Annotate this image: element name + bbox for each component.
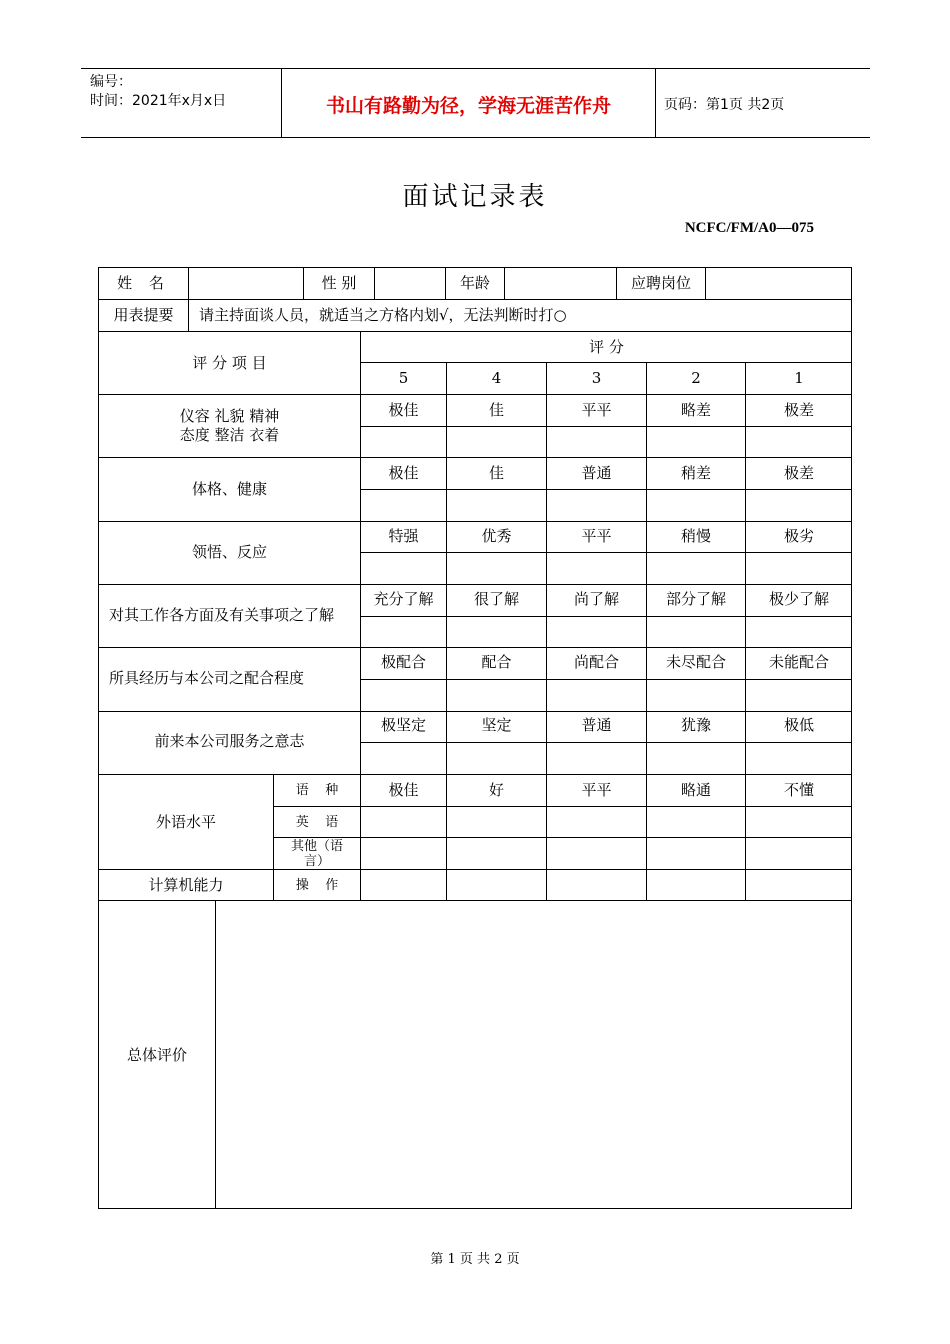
criterion-check-box[interactable] xyxy=(361,616,446,646)
criterion-check-box[interactable] xyxy=(547,490,646,520)
language-option: 不懂 xyxy=(783,781,814,799)
grid-line xyxy=(361,552,852,553)
criterion-option: 坚定 xyxy=(481,716,512,734)
name-field[interactable] xyxy=(189,268,303,299)
criterion-check-box[interactable] xyxy=(746,616,852,646)
page-footer: 第 1 页 共 2 页 xyxy=(430,1252,520,1267)
criterion-option: 极差 xyxy=(783,464,814,482)
position-label: 应聘岗位 xyxy=(630,274,691,292)
overall-label: 总体评价 xyxy=(126,1045,187,1064)
criterion-check-box[interactable] xyxy=(447,490,546,520)
form-code: NCFC/FM/A0—075 xyxy=(684,220,814,236)
criterion-check-box[interactable] xyxy=(746,679,852,709)
computer-operation-label: 操 作 xyxy=(295,877,339,893)
criterion-check-box[interactable] xyxy=(447,616,546,646)
grid-line xyxy=(705,268,706,299)
criterion-check-box[interactable] xyxy=(746,427,852,457)
criterion-label: 体格、健康 xyxy=(191,479,267,498)
name-label: 姓 名 xyxy=(117,274,170,292)
grid-line xyxy=(99,457,852,458)
score-3: 3 xyxy=(591,369,602,387)
criterion-check-box[interactable] xyxy=(647,553,745,583)
grid-line xyxy=(745,362,746,900)
criterion-check-box[interactable] xyxy=(361,742,446,772)
criterion-check-box[interactable] xyxy=(746,742,852,772)
gender-field[interactable] xyxy=(375,268,445,299)
instruction-label: 用表提要 xyxy=(113,306,174,324)
criterion-option: 充分了解 xyxy=(373,590,434,608)
criterion-check-box[interactable] xyxy=(547,742,646,772)
criterion-check-box[interactable] xyxy=(547,616,646,646)
header-meta xyxy=(90,73,226,111)
grid-line xyxy=(303,268,304,299)
criterion-option: 平平 xyxy=(581,527,612,545)
page-title: 面试记录表 xyxy=(402,182,548,212)
language-option: 略通 xyxy=(680,781,711,799)
grid-line xyxy=(546,362,547,900)
header-motto: 书山有路勤为径，学海无涯苦作舟 xyxy=(325,95,611,117)
grid-line xyxy=(361,742,852,743)
grid-line xyxy=(99,647,852,648)
grid-line xyxy=(504,268,505,299)
criterion-option: 部分了解 xyxy=(665,590,726,608)
criterion-option: 极低 xyxy=(783,716,814,734)
grid-line xyxy=(273,774,274,900)
criterion-check-box[interactable] xyxy=(361,679,446,709)
criterion-check-box[interactable] xyxy=(647,679,745,709)
doc-number: 编号： xyxy=(90,74,132,90)
header-divider xyxy=(655,69,656,137)
grid-line xyxy=(99,331,852,332)
criterion-check-box[interactable] xyxy=(447,553,546,583)
criterion-check-box[interactable] xyxy=(547,553,646,583)
language-english-label: 英 语 xyxy=(295,814,339,830)
grid-line xyxy=(374,268,375,299)
computer-label: 计算机能力 xyxy=(148,875,224,894)
criterion-check-box[interactable] xyxy=(547,679,646,709)
criterion-option: 尚了解 xyxy=(573,590,619,608)
grid-line xyxy=(99,711,852,712)
grid-line xyxy=(361,362,852,363)
scoring-item-header: 评 分 项 目 xyxy=(192,353,267,372)
scoring-score-header: 评 分 xyxy=(589,337,624,356)
grid-line xyxy=(99,869,852,870)
grid-line xyxy=(361,616,852,617)
score-4: 4 xyxy=(491,369,502,387)
criterion-check-box[interactable] xyxy=(647,490,745,520)
grid-line xyxy=(99,900,852,901)
criterion-option: 极配合 xyxy=(380,653,426,671)
criterion-option: 极少了解 xyxy=(768,590,829,608)
criterion-label: 仪容 礼貌 精神 态度 整洁 衣着 xyxy=(179,407,280,444)
criterion-option: 略差 xyxy=(680,401,711,419)
grid-line xyxy=(361,679,852,680)
grid-line xyxy=(215,900,216,1209)
criterion-option: 普通 xyxy=(581,464,612,482)
criterion-option: 极坚定 xyxy=(380,716,426,734)
page-header xyxy=(81,68,870,138)
grid-line xyxy=(360,331,361,900)
criterion-check-box[interactable] xyxy=(361,490,446,520)
criterion-option: 佳 xyxy=(488,401,504,419)
criterion-option: 极佳 xyxy=(388,464,419,482)
doc-date: 时间：2021年x月x日 xyxy=(90,93,227,109)
criterion-option: 平平 xyxy=(581,401,612,419)
criterion-option: 未能配合 xyxy=(768,653,829,671)
criterion-option: 佳 xyxy=(488,464,504,482)
score-2: 2 xyxy=(691,369,701,387)
criterion-label: 所具经历与本公司之配合程度 xyxy=(109,668,305,687)
criterion-check-box[interactable] xyxy=(361,553,446,583)
grid-line xyxy=(361,426,852,427)
criterion-option: 极差 xyxy=(783,401,814,419)
grid-line xyxy=(99,584,852,585)
criterion-option: 犹豫 xyxy=(680,716,711,734)
position-field[interactable] xyxy=(706,268,852,299)
language-other-label: 其他（语言） xyxy=(290,838,343,869)
criterion-check-box[interactable] xyxy=(447,427,546,457)
criterion-label: 对其工作各方面及有关事项之了解 xyxy=(109,605,335,624)
language-type-label: 语 种 xyxy=(295,783,339,798)
score-1: 1 xyxy=(794,369,804,387)
criterion-check-box[interactable] xyxy=(647,427,745,457)
criterion-check-box[interactable] xyxy=(746,553,852,583)
criterion-option: 普通 xyxy=(581,716,612,734)
criterion-check-box[interactable] xyxy=(447,742,546,772)
gender-label: 性 别 xyxy=(321,274,357,292)
criterion-option: 极佳 xyxy=(388,401,419,419)
age-field[interactable] xyxy=(505,268,616,299)
language-option: 平平 xyxy=(581,781,612,799)
score-5: 5 xyxy=(398,369,409,387)
criterion-check-box[interactable] xyxy=(361,427,446,457)
grid-line xyxy=(445,268,446,299)
language-option: 极佳 xyxy=(388,781,419,799)
criterion-check-box[interactable] xyxy=(647,742,745,772)
criterion-option: 优秀 xyxy=(481,527,512,545)
criterion-check-box[interactable] xyxy=(647,616,745,646)
criterion-option: 很了解 xyxy=(473,590,519,608)
grid-line xyxy=(616,268,617,299)
grid-line xyxy=(188,268,189,331)
grid-line xyxy=(99,299,852,300)
language-label: 外语水平 xyxy=(155,812,216,831)
criterion-option: 尚配合 xyxy=(573,653,619,671)
criterion-check-box[interactable] xyxy=(746,490,852,520)
grid-line xyxy=(446,362,447,900)
grid-line xyxy=(99,774,852,775)
criterion-option: 稍差 xyxy=(680,464,711,482)
criterion-label: 前来本公司服务之意志 xyxy=(154,731,305,750)
grid-line xyxy=(361,489,852,490)
instruction-text: 请主持面谈人员，就适当之方格内划√，无法判断时打○ xyxy=(199,306,567,324)
criterion-option: 未尽配合 xyxy=(665,653,726,671)
grid-line xyxy=(99,521,852,522)
age-label: 年龄 xyxy=(459,274,490,292)
criterion-option: 极劣 xyxy=(783,527,814,545)
criterion-option: 稍慢 xyxy=(680,527,711,545)
overall-comment-field[interactable] xyxy=(216,901,852,1209)
criterion-option: 特强 xyxy=(388,527,419,545)
interview-form xyxy=(98,267,852,1209)
criterion-check-box[interactable] xyxy=(547,427,646,457)
criterion-option: 配合 xyxy=(481,653,512,671)
language-option: 好 xyxy=(488,781,504,799)
criterion-label: 领悟、反应 xyxy=(191,542,267,561)
criterion-check-box[interactable] xyxy=(447,679,546,709)
header-page-info: 页码：第1页 共2页 xyxy=(664,97,785,113)
grid-line xyxy=(646,362,647,900)
grid-line xyxy=(99,394,852,395)
